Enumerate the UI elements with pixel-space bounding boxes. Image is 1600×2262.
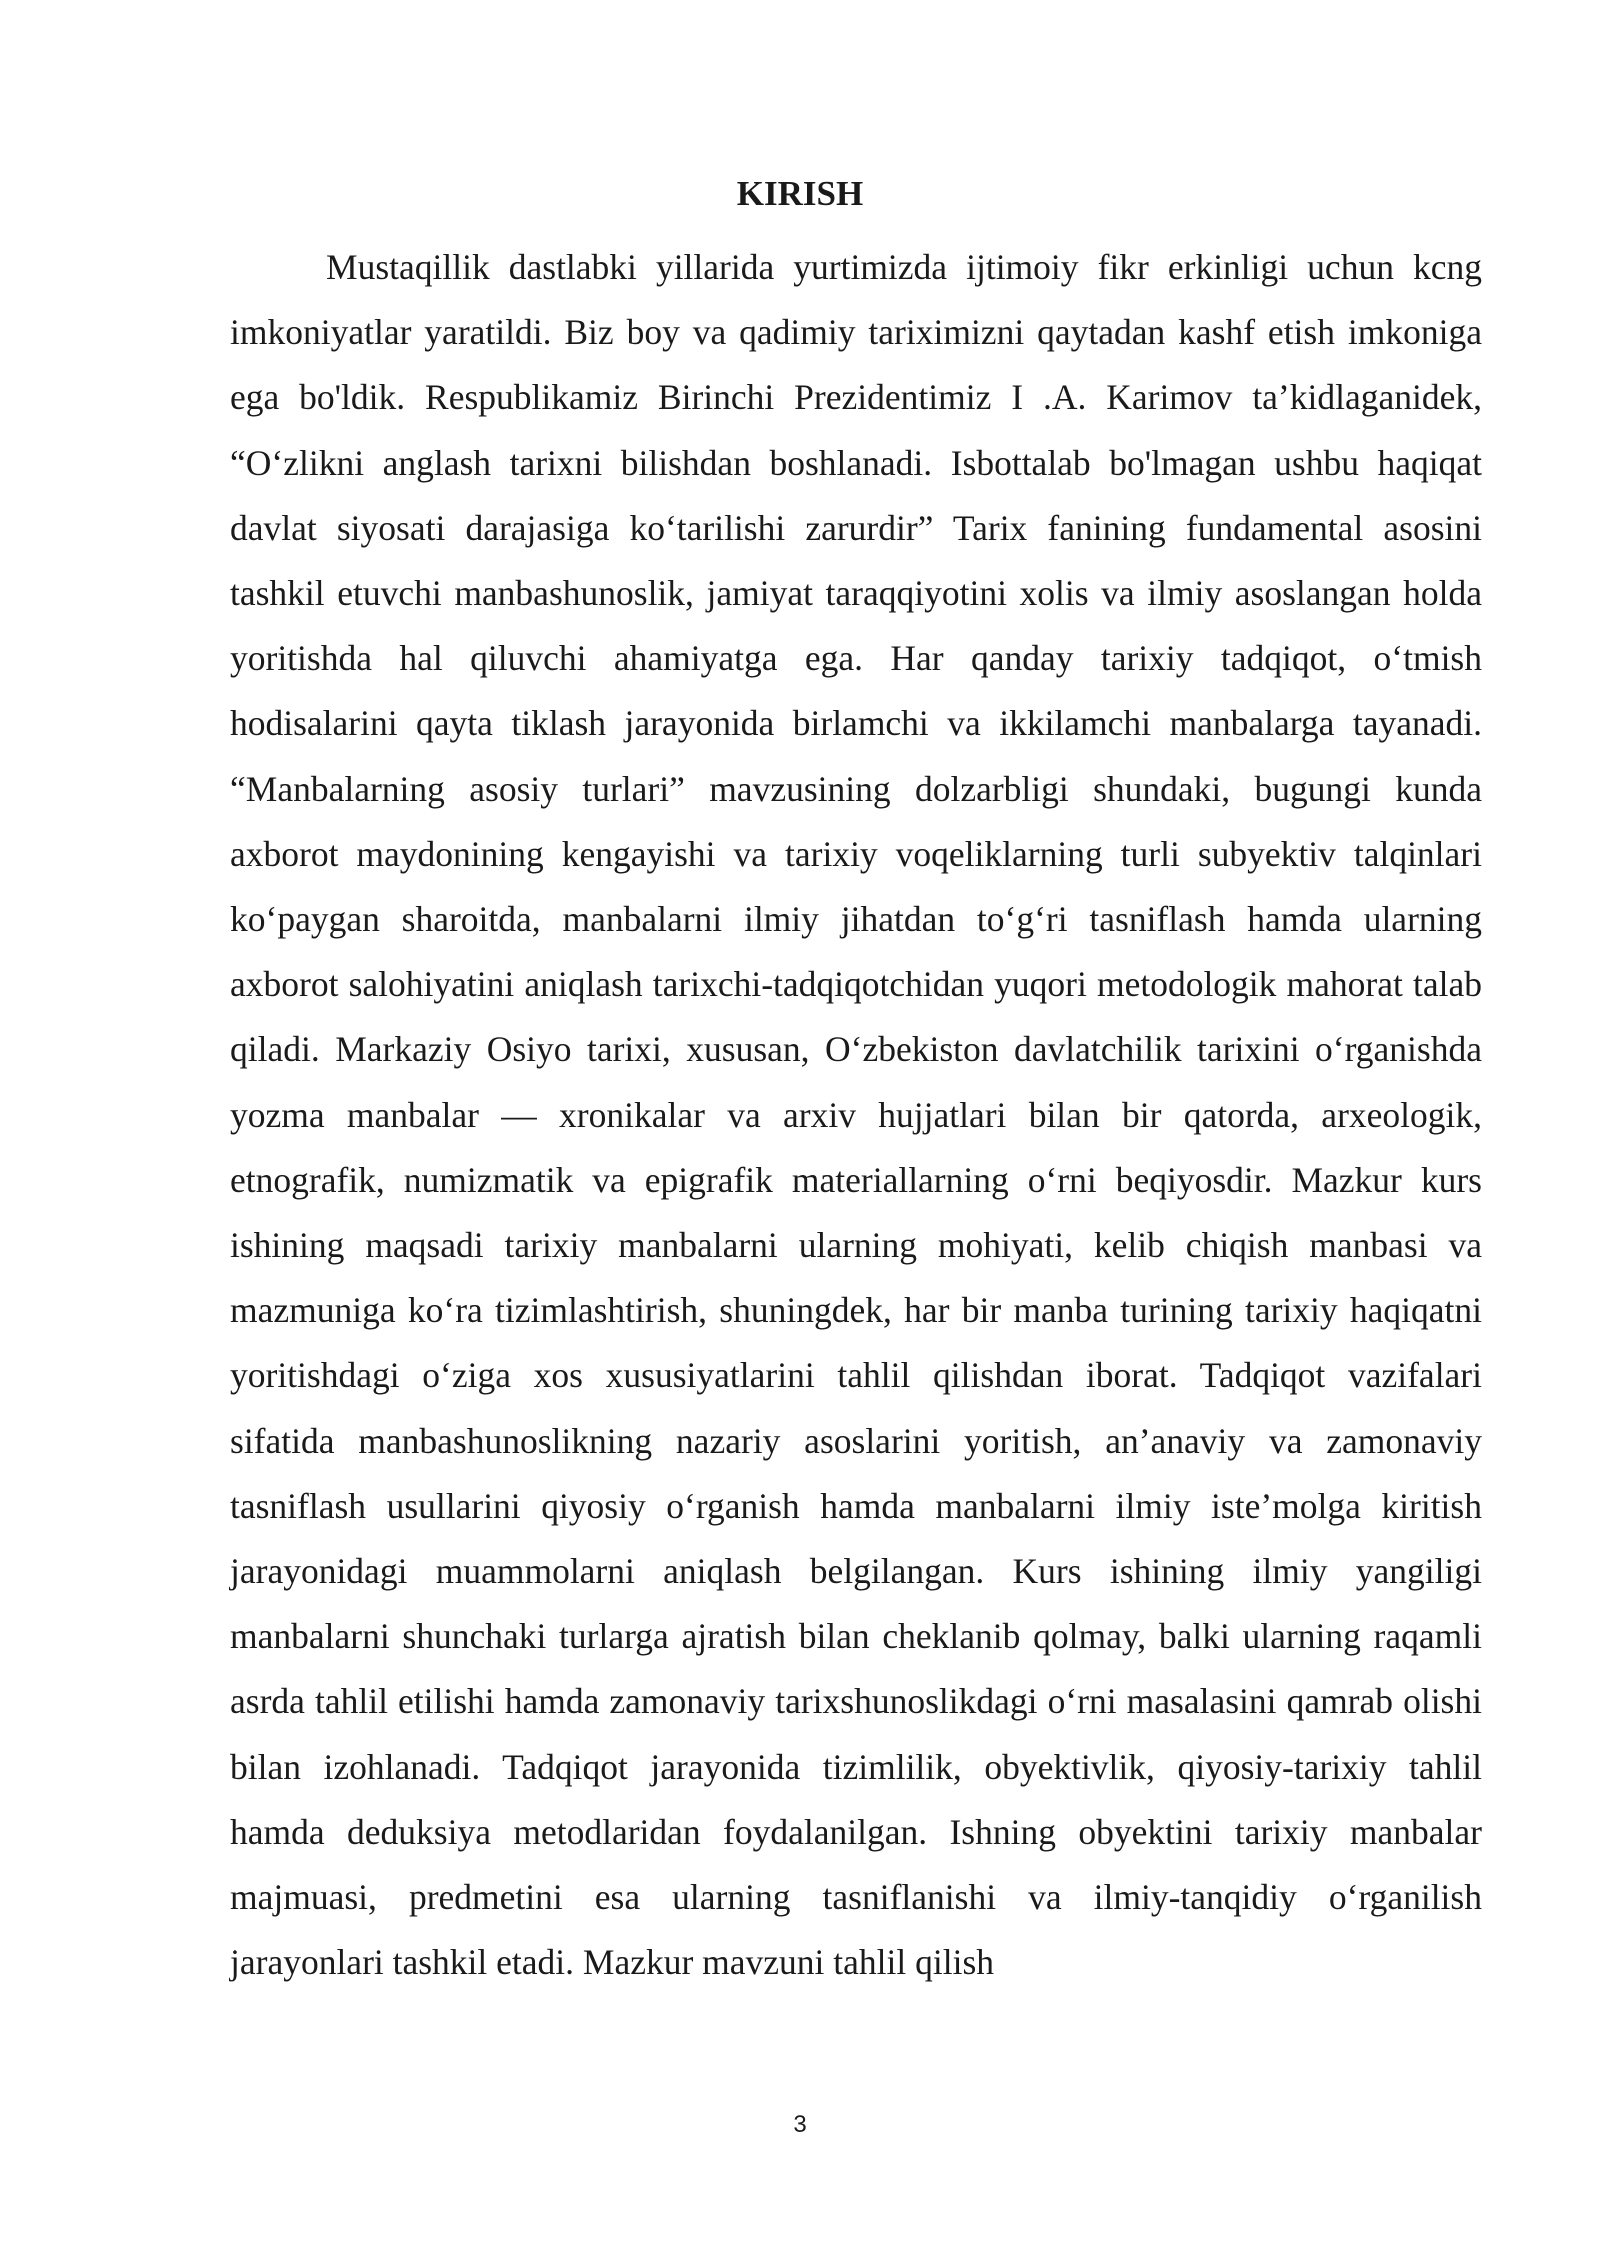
body-paragraph: Mustaqillik dastlabki yillarida yurtimizda ijtimoiy fikr erkinligi uchun kcng imkoniyatlar yaratildi. Biz boy va qadimiy tariximizni qaytadan kashf etish imkoniga ega bo'ldik. Respublikamiz Birinchi Prezidentimiz I .A. Karimov ta’kidlaganidek, “O‘zlikni anglash tarixni bilishdan boshlanadi. Isbottalab bo'lmagan ushbu haqiqat davlat siyosati darajasiga ko‘tarilishi zarurdir” Tarix fanining fundamental asosini tashkil etuvchi manbashunoslik, jamiyat taraqqiyotini xolis va ilmiy asoslangan holda yoritishda hal qiluvchi ahamiyatga ega. Har qanday tarixiy tadqiqot, o‘tmish hodisalarini qayta tiklash jarayonida birlamchi va ikkilamchi manbalarga tayanadi. “Manbalarning asosiy turlari” mavzusining dolzarbligi shundaki, bugungi kunda axborot maydonining kengayishi va tarixiy voqeliklarning turli subyektiv talqinlari ko‘paygan sharoitda, manbalarni ilmiy jihatdan to‘g‘ri tasniflash hamda ularning axborot salohiyatini aniqlash tarixchi-tadqiqotchidan yuqori metodologik mahorat talab qiladi. Markaziy Osiyo tarixi, xususan, O‘zbekiston davlatchilik tarixini o‘rganishda yozma manbalar — xronikalar va arxiv hujjatlari bilan bir qatorda, arxeologik, etnografik, numizmatik va epigrafik materiallarning o‘rni beqiyosdir. Mazkur kurs ishining maqsadi tarixiy manbalarni ularning mohiyati, kelib chiqish manbasi va mazmuniga ko‘ra tizimlashtirish, shuningdek, har bir manba turining tarixiy haqiqatni yoritishdagi o‘ziga xos xususiyatlarini tahlil qilishdan iborat. Tadqiqot vazifalari sifatida manbashunoslikning nazariy asoslarini yoritish, an’anaviy va zamonaviy tasniflash usullarini qiyosiy o‘rganish hamda manbalarni ilmiy iste’molga kiritish jarayonidagi muammolarni aniqlash belgilangan. Kurs ishining ilmiy yangiligi manbalarni shunchaki turlarga ajratish bilan cheklanib qolmay, balki ularning raqamli asrda tahlil etilishi hamda zamonaviy tarixshunoslikdagi o‘rni masalasini qamrab olishi bilan izohlanadi. Tadqiqot jarayonida tizimlilik, obyektivlik, qiyosiy-tarixiy tahlil hamda deduksiya metodlaridan foydalanilgan. Ishning obyektini tarixiy manbalar majmuasi, predmetini esa ularning tasniflanishi va ilmiy-tanqidiy o‘rganilish jarayonlari tashkil etadi. Mazkur mavzuni tahlil qilish bbox=[230, 247, 1482, 1983]
section-heading: KIRISH bbox=[736, 174, 864, 213]
page-number: 3 bbox=[793, 2111, 807, 2138]
